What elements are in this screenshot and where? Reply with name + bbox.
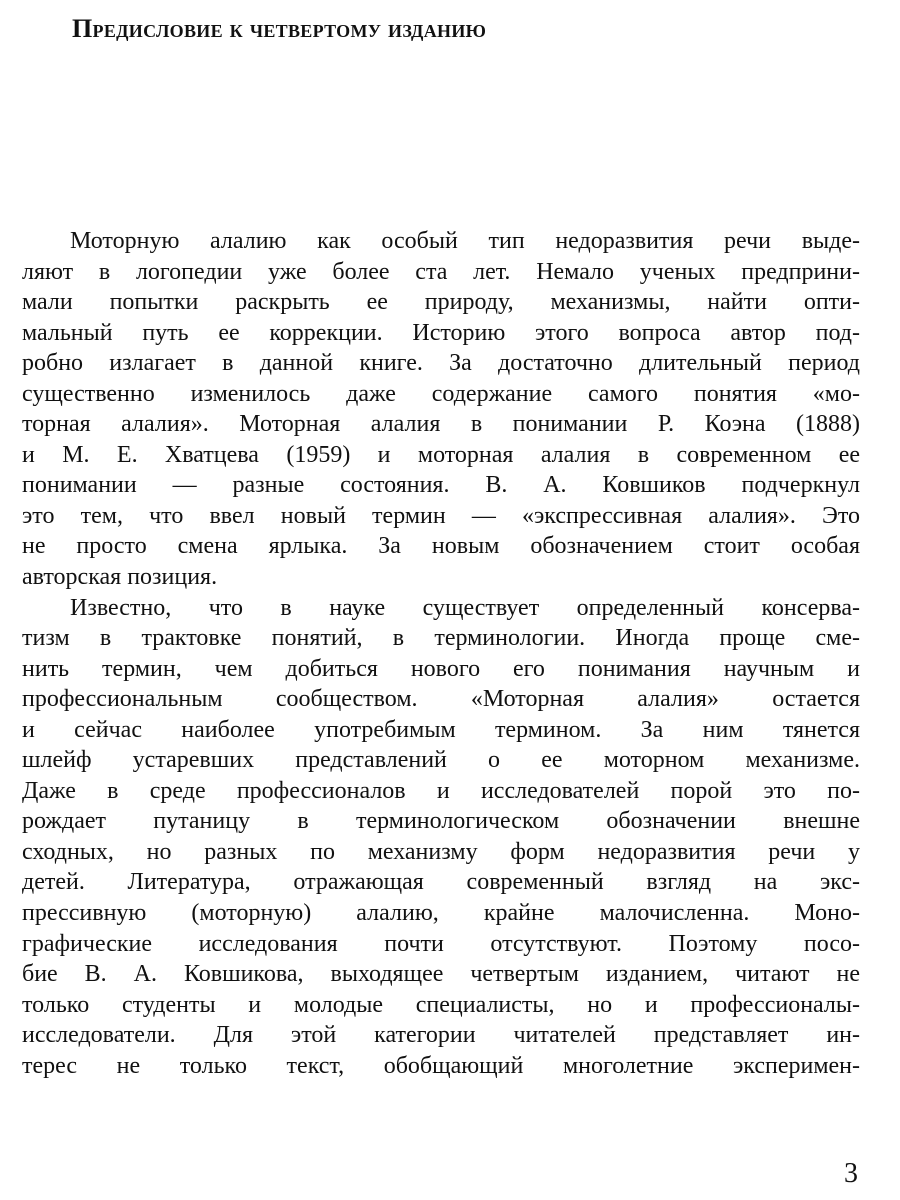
text-line: авторская позиция. xyxy=(22,564,218,591)
text-line: торная алалия». Моторная алалия в понимании Р. Коэна (1888) xyxy=(22,411,860,438)
text-line: профессиональным сообществом. «Моторная алалия» остается xyxy=(22,686,860,713)
text-line: бие В. А. Ковшикова, выходящее четвертым изданием, читают не xyxy=(22,961,860,988)
text-line: тизм в трактовке понятий, в терминологии. Иногда проще сме- xyxy=(22,625,860,652)
text-line: шлейф устаревших представлений о ее моторном механизме. xyxy=(22,747,860,774)
text-line: это тем, что ввел новый термин — «экспрессивная алалия». Это xyxy=(22,502,860,529)
text-line: мали попытки раскрыть ее природу, механизмы, найти опти- xyxy=(22,289,860,316)
text-line: и сейчас наиболее употребимым термином. За ним тянется xyxy=(22,716,860,743)
text-line: и М. Е. Хватцева (1959) и моторная алалия в современном ее xyxy=(22,441,860,468)
text-line: мальный путь ее коррекции. Историю этого вопроса автор под- xyxy=(22,319,860,346)
text-line: не просто смена ярлыка. За новым обозначением стоит особая xyxy=(22,533,860,560)
text-line: Известно, что в науке существует определенный консерва- xyxy=(70,594,860,621)
text-line: сходных, но разных по механизму форм недоразвития речи у xyxy=(22,838,860,865)
text-line: робно излагает в данной книге. За достаточно длительный период xyxy=(22,350,860,377)
text-line: детей. Литература, отражающая современный взгляд на экс- xyxy=(22,869,860,896)
text-line: Моторную алалию как особый тип недоразвития речи выде- xyxy=(70,228,860,254)
text-line: ляют в логопедии уже более ста лет. Немало ученых предприни- xyxy=(22,258,860,285)
text-line: терес не только текст, обобщающий многолетние эксперимен- xyxy=(22,1052,860,1079)
text-line: существенно изменилось даже содержание самого понятия «мо- xyxy=(22,380,860,407)
body-text xyxy=(22,226,860,1081)
text-line: прессивную (моторную) алалию, крайне малочисленна. Моно- xyxy=(22,900,860,927)
text-line: рождает путаницу в терминологическом обозначении внешне xyxy=(22,808,860,835)
page-number: 3 xyxy=(844,1158,858,1189)
page-title: Предисловие к четвертому изданию xyxy=(72,14,487,43)
text-line: нить термин, чем добиться нового его понимания научным и xyxy=(22,655,860,682)
text-line: Даже в среде профессионалов и исследователей порой это по- xyxy=(22,777,860,804)
text-line: только студенты и молодые специалисты, но и профессионалы- xyxy=(22,991,860,1018)
text-line: понимании — разные состояния. В. А. Ковшиков подчеркнул xyxy=(22,472,860,499)
text-line: графические исследования почти отсутствуют. Поэтому посо- xyxy=(22,930,860,957)
text-line: исследователи. Для этой категории читателей представляет ин- xyxy=(22,1022,860,1049)
